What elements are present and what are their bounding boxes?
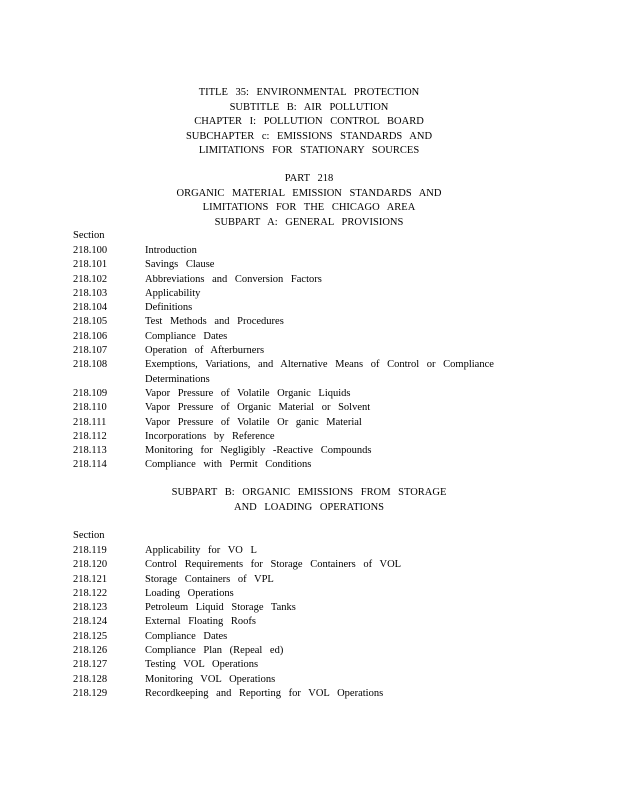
section-number: 218.124 xyxy=(73,616,108,628)
toc-row xyxy=(73,573,503,587)
toc-row xyxy=(73,330,503,344)
subpart-a-toc xyxy=(73,244,503,473)
section-title: Compliance Dates xyxy=(145,630,228,642)
section-title: Storage Containers of VPL xyxy=(145,573,274,585)
section-title: Loading Operations xyxy=(145,587,234,599)
section-title: Savings Clause xyxy=(145,259,215,271)
part-number-line: PART 218 xyxy=(284,173,334,184)
toc-row xyxy=(73,630,503,644)
section-number: 218.105 xyxy=(73,316,108,328)
section-number: 218.123 xyxy=(73,602,108,614)
section-label-b: Section xyxy=(73,530,105,541)
section-title: Applicability xyxy=(145,287,201,299)
section-title: Introduction xyxy=(145,245,197,256)
part-title-line-2: LIMITATIONS FOR THE CHICAGO AREA xyxy=(202,202,416,213)
section-number: 218.129 xyxy=(73,687,108,699)
section-number: 218.120 xyxy=(73,559,108,571)
header-limitations-line: LIMITATIONS FOR STATIONARY SOURCES xyxy=(198,145,420,156)
section-number: 218.113 xyxy=(73,445,107,457)
toc-row xyxy=(73,287,503,301)
section-number: 218.110 xyxy=(73,402,107,414)
section-title: Compliance with Permit Conditions xyxy=(145,459,312,471)
toc-row xyxy=(73,344,503,358)
section-number: 218.122 xyxy=(73,587,108,599)
section-number: 218.111 xyxy=(73,416,107,428)
toc-row xyxy=(73,587,503,601)
toc-row xyxy=(73,244,503,258)
subpart-b-heading xyxy=(0,486,618,515)
section-title: Petroleum Liquid Storage Tanks xyxy=(145,602,296,614)
section-title: Exemptions, Variations, and Alternative Means of Control or Compliance Determinations xyxy=(145,359,494,385)
toc-row xyxy=(73,544,503,558)
toc-row xyxy=(73,273,503,287)
section-number: 218.112 xyxy=(73,430,107,442)
section-title: Monitoring VOL Operations xyxy=(145,673,276,685)
toc-row xyxy=(73,444,503,458)
section-title: Incorporations by Reference xyxy=(145,430,275,442)
toc-row xyxy=(73,301,503,315)
toc-row xyxy=(73,401,503,415)
section-title: Compliance Plan (Repeal ed) xyxy=(145,645,284,657)
toc-row xyxy=(73,558,503,572)
section-title: Monitoring for Negligibly -Reactive Compounds xyxy=(145,445,372,457)
toc-row xyxy=(73,387,503,401)
section-number: 218.103 xyxy=(73,287,108,299)
section-number: 218.126 xyxy=(73,645,108,657)
section-number: 218.102 xyxy=(73,273,108,285)
subpart-b-heading-line-1: SUBPART B: ORGANIC EMISSIONS FROM STORAGE xyxy=(171,487,447,498)
header-chapter-line: CHAPTER I: POLLUTION CONTROL BOARD xyxy=(194,116,424,127)
section-number: 218.108 xyxy=(73,359,108,371)
toc-row xyxy=(73,687,503,701)
subpart-b-toc xyxy=(73,544,503,701)
section-title: Definitions xyxy=(145,302,193,314)
section-title: Vapor Pressure of Volatile Or ganic Material xyxy=(145,416,362,428)
toc-row xyxy=(73,644,503,658)
section-title: Applicability for VO L xyxy=(145,545,257,556)
section-number: 218.100 xyxy=(73,245,108,256)
section-number: 218.128 xyxy=(73,673,108,685)
section-title: Control Requirements for Storage Containers of VOL xyxy=(145,559,402,571)
section-title: Abbreviations and Conversion Factors xyxy=(145,273,322,285)
section-number: 218.106 xyxy=(73,330,108,342)
toc-row xyxy=(73,458,503,472)
subpart-b-heading-line-2: AND LOADING OPERATIONS xyxy=(234,501,384,513)
toc-row xyxy=(73,258,503,272)
section-number: 218.101 xyxy=(73,259,108,271)
toc-row xyxy=(73,673,503,687)
section-title: External Floating Roofs xyxy=(145,616,256,628)
section-title: Compliance Dates xyxy=(145,330,228,342)
section-number: 218.119 xyxy=(73,545,107,556)
header-title-line: TITLE 35: ENVIRONMENTAL PROTECTION xyxy=(198,87,420,98)
section-number: 218.127 xyxy=(73,659,108,671)
part-title-line-1: ORGANIC MATERIAL EMISSION STANDARDS AND xyxy=(176,187,442,199)
toc-row xyxy=(73,658,503,672)
toc-row xyxy=(73,358,503,387)
section-number: 218.107 xyxy=(73,345,108,357)
section-number: 218.121 xyxy=(73,573,108,585)
toc-row xyxy=(73,615,503,629)
section-title: Operation of Afterburners xyxy=(145,345,265,357)
toc-row xyxy=(73,601,503,615)
section-label-a: Section xyxy=(73,230,105,241)
section-number: 218.104 xyxy=(73,302,108,314)
section-title: Testing VOL Operations xyxy=(145,659,259,671)
section-number: 218.114 xyxy=(73,459,107,471)
section-title: Test Methods and Procedures xyxy=(145,316,284,328)
subpart-a-heading: SUBPART A: GENERAL PROVISIONS xyxy=(214,216,404,228)
header-subchapter-line: SUBCHAPTER c: EMISSIONS STANDARDS AND xyxy=(185,130,433,142)
part-header xyxy=(0,172,618,230)
title-header xyxy=(0,86,618,159)
toc-row xyxy=(73,430,503,444)
toc-row xyxy=(73,315,503,329)
header-subtitle-line: SUBTITLE B: AIR POLLUTION xyxy=(229,101,389,113)
section-number: 218.125 xyxy=(73,630,108,642)
section-title: Recordkeeping and Reporting for VOL Operations xyxy=(145,687,384,699)
toc-row xyxy=(73,416,503,430)
section-number: 218.109 xyxy=(73,387,108,399)
section-title: Vapor Pressure of Organic Material or Solvent xyxy=(145,402,371,414)
section-title: Vapor Pressure of Volatile Organic Liquids xyxy=(145,387,351,399)
